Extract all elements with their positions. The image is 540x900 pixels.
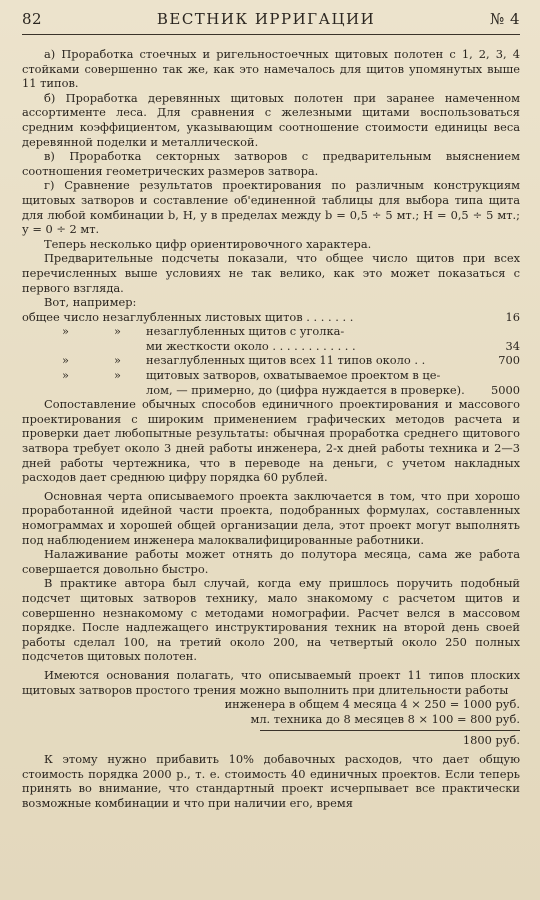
ditto-mark: » [114, 368, 121, 383]
header-rule [22, 34, 520, 35]
paragraph-main: Основная черта описываемого проекта заключается в том, что при хорошо проработанной идейной части проекта, подобранных формулах, составленных номограммах и хорошей общей организации дела, этот проект могут выполнять под наблюдением инженера малоквалифицированные работники. [22, 488, 520, 547]
count-text: лом, — примерно, до (цифра нуждается в проверке). [146, 382, 465, 397]
count-row [22, 324, 520, 339]
count-value: 34 [505, 338, 520, 353]
cost-line-2: мл. техника до 8 месяцев 8 × 100 = 800 руб. [250, 711, 520, 726]
count-row [22, 353, 520, 368]
page-number: 82 [22, 10, 43, 28]
count-text: незаглубленных щитов всех 11 типов около . . [146, 353, 426, 368]
page-header [22, 10, 520, 34]
issue-number: № 4 [489, 10, 520, 28]
cost-total: 1800 руб. [462, 733, 520, 748]
count-text: ми жесткости около . . . . . . . . . . . . [146, 338, 356, 353]
paragraph-g: г) Сравнение результатов проектирования по различным конструкциям щитовых затворов и составление об'единенной таблицы для выбора типа щита для любой комбинации b, H, у в пределах между b = 0,5 ÷ 5 мт.; H = 0,5 ÷ 5 мт.; у = 0 ÷ 2 мт. [22, 178, 520, 237]
count-row [22, 368, 520, 383]
count-text: незаглубленных щитов с уголка- [146, 324, 345, 339]
counts-list [22, 310, 520, 398]
cost-line-1: инженера в общем 4 месяца 4 × 250 = 1000 руб. [224, 697, 520, 712]
sum-rule [260, 730, 520, 731]
count-text: щитовых затворов, охватываемое проектом в це- [146, 368, 441, 383]
paragraph-v: в) Проработка секторных затворов с предварительным выяснением соотношения геометрических размеров затвора. [22, 149, 520, 178]
paragraph-basis: Имеются основания полагать, что описываемый проект 11 типов плоских щитовых затворов простого трения можно выполнить при длительности работы [22, 667, 520, 697]
ditto-mark: » [62, 353, 69, 368]
count-value: 16 [505, 309, 520, 324]
count-value: 5000 [491, 382, 520, 397]
paragraph-prelim: Предварительные подсчеты показали, что общее число щитов при всех перечисленных выше условиях не так велико, как это может показаться с первого взгляда. [22, 251, 520, 295]
paragraph-add: К этому нужно прибавить 10% добавочных расходов, что дает общую стоимость порядка 2000 р., т. е. стоимость 40 единичных проектов. Если теперь принять во внимание, что стандартный проект исчерпывает все практически возможные комбинации и что при наличии его, время [22, 751, 520, 810]
count-row [22, 339, 520, 354]
article-body [22, 47, 520, 810]
count-row [22, 310, 520, 325]
ditto-mark: » [62, 368, 69, 383]
paragraph-setup: Налаживание работы может отнять до полутора месяца, сама же работа совершается довольно быстро. [22, 547, 520, 576]
count-text: общее число незаглубленных листовых щитов . . . . . . . [22, 309, 354, 324]
paragraph-a: а) Проработка стоечных и ригельностоечных щитовых полотен с 1, 2, 3, 4 стойками совершенно так же, как это намечалось для щитов упомянутых выше 11 типов. [22, 47, 520, 91]
paragraph-example: Вот, например: [44, 295, 137, 310]
paragraph-compare: Сопоставление обычных способов единичного проектирования и массового проектирования с широким применением графических методов расчета и проверки дает любопытные результаты: обычная проработка среднего щитового затвора требует около 3 дней работы инженера, 2-х дней работы техника и 2—3 дней работы чертежника, что в переводе на деньги, с учетом накладных расходов дает среднюю цифру порядка 60 рублей. [22, 397, 520, 485]
paragraph-figures: Теперь несколько цифр ориентировочного характера. [44, 236, 372, 251]
journal-title: ВЕСТНИК ИРРИГАЦИИ [156, 10, 376, 28]
ditto-mark: » [114, 324, 121, 339]
count-value: 700 [498, 353, 520, 368]
ditto-mark: » [114, 353, 121, 368]
count-row [22, 383, 520, 398]
ditto-mark: » [62, 324, 69, 339]
paragraph-practice: В практике автора был случай, когда ему пришлось поручить подобный подсчет щитовых затворов технику, мало знакомому с расчетом щитов и совершенно незнакомому с методами номографии. Расчет велся в массовом порядке. После надлежащего инструктирования техник на второй день своей работы сделал 100, на третий около 200, на четвертый около 250 полных подсчетов щитовых полотен. [22, 576, 520, 664]
paragraph-b: б) Проработка деревянных щитовых полотен при заранее намеченном ассортименте леса. Для сравнения с железными щитами воспользоваться средним коэффициентом, указывающим соотношение стоимости единицы веса деревянной поделки и металлической. [22, 90, 520, 149]
